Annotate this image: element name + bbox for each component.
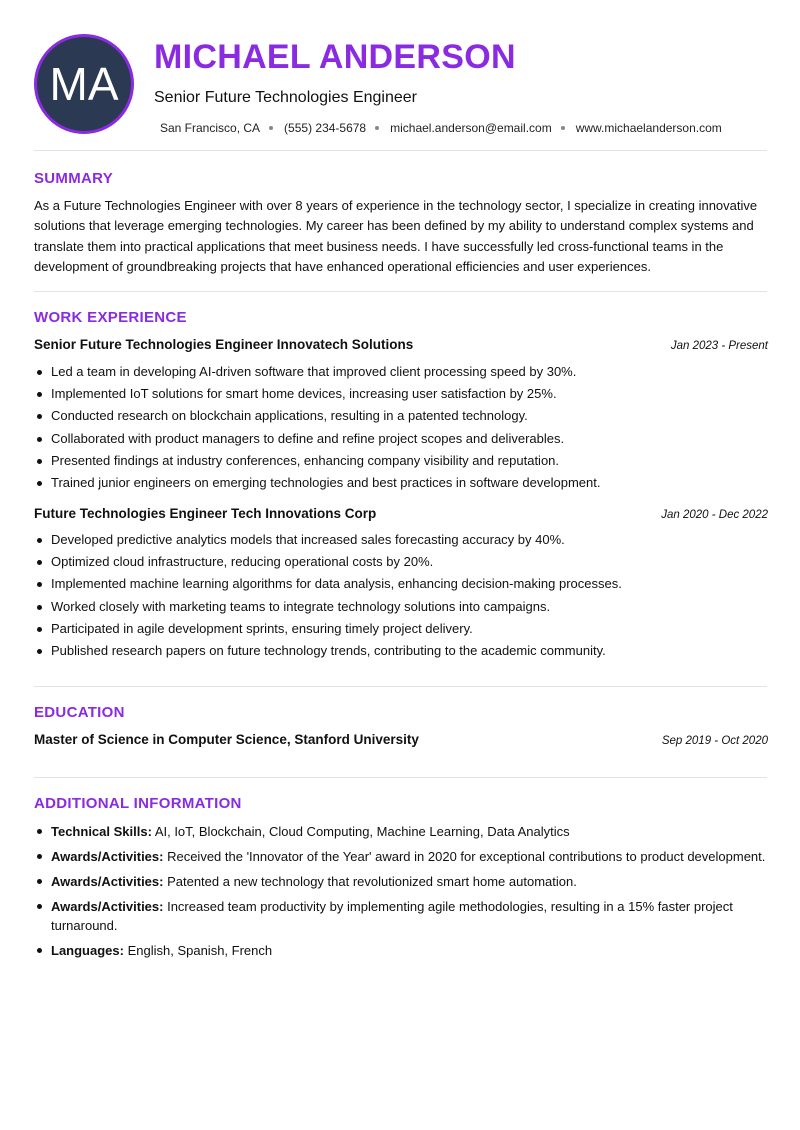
- list-item: [34, 941, 768, 960]
- candidate-name: MICHAEL ANDERSON: [154, 38, 516, 76]
- separator-dot-icon: [269, 126, 273, 130]
- list-item: Presented findings at industry conferences, enhancing company visibility and reputation.: [34, 450, 768, 472]
- job-dates: Jan 2023 - Present: [670, 340, 768, 352]
- experience-heading: WORK EXPERIENCE: [34, 309, 187, 326]
- info-text: English, Spanish, French: [123, 943, 273, 958]
- list-item: [34, 822, 768, 841]
- contact-bar: [160, 121, 722, 135]
- education-heading: EDUCATION: [34, 704, 125, 721]
- job-header: [34, 506, 768, 521]
- candidate-title: Senior Future Technologies Engineer: [154, 89, 417, 106]
- contact-location: San Francisco, CA: [160, 121, 261, 135]
- info-text: Increased team productivity by implementing agile methodologies, resulting in a 15% faster project turnaround.: [51, 899, 733, 933]
- info-label: Technical Skills:: [51, 824, 152, 839]
- list-item: Published research papers on future technology trends, contributing to the academic community.: [34, 640, 768, 662]
- list-item: Developed predictive analytics models that increased sales forecasting accuracy by 40%.: [34, 529, 768, 551]
- list-item: Trained junior engineers on emerging technologies and best practices in software development.: [34, 472, 768, 494]
- info-label: Awards/Activities:: [51, 874, 164, 889]
- info-text: AI, IoT, Blockchain, Cloud Computing, Machine Learning, Data Analytics: [151, 824, 570, 839]
- list-item: Collaborated with product managers to define and refine project scopes and deliverables.: [34, 428, 768, 450]
- education-degree: Master of Science in Computer Science, Stanford University: [34, 732, 419, 747]
- info-text: Received the 'Innovator of the Year' award in 2020 for exceptional contributions to product development.: [163, 849, 766, 864]
- list-item: Led a team in developing AI-driven software that improved client processing speed by 30%.: [34, 361, 768, 383]
- separator-dot-icon: [375, 126, 379, 130]
- additional-heading: ADDITIONAL INFORMATION: [34, 795, 242, 812]
- contact-website[interactable]: www.michaelanderson.com: [575, 121, 722, 135]
- summary-heading: SUMMARY: [34, 170, 114, 187]
- list-item: [34, 872, 768, 891]
- info-text: Patented a new technology that revolutionized smart home automation.: [163, 874, 577, 889]
- education-entry: [34, 732, 768, 747]
- list-item: [34, 847, 768, 866]
- education-dates: Sep 2019 - Oct 2020: [661, 735, 768, 747]
- section-divider: [34, 150, 767, 151]
- avatar: [34, 34, 134, 134]
- list-item: Participated in agile development sprints, ensuring timely project delivery.: [34, 618, 768, 640]
- info-label: Awards/Activities:: [51, 849, 164, 864]
- job-role: Future Technologies Engineer Tech Innovations Corp: [34, 506, 377, 521]
- info-label: Languages:: [51, 943, 124, 958]
- job-bullets: [34, 529, 768, 662]
- additional-list: [34, 822, 768, 966]
- list-item: Implemented machine learning algorithms for data analysis, enhancing decision-making processes.: [34, 573, 768, 595]
- list-item: Implemented IoT solutions for smart home devices, increasing user satisfaction by 25%.: [34, 383, 768, 405]
- section-divider: [34, 777, 767, 778]
- avatar-initials: MA: [49, 58, 119, 110]
- job-header: [34, 337, 768, 352]
- contact-email[interactable]: michael.anderson@email.com: [390, 121, 552, 135]
- job-role: Senior Future Technologies Engineer Innovatech Solutions: [34, 337, 414, 352]
- list-item: Worked closely with marketing teams to integrate technology solutions into campaigns.: [34, 596, 768, 618]
- summary-text: As a Future Technologies Engineer with over 8 years of experience in the technology sector, I specialize in creating innovative solutions that leverage emerging technologies. My career has been defined by my ability to understand complex systems and translate them into practical applications that meet business needs. I have successfully led cross-functional teams in the development of groundbreaking projects that have enhanced operational efficiencies and user experiences.: [34, 198, 758, 274]
- job-dates: Jan 2020 - Dec 2022: [661, 509, 768, 521]
- list-item: Conducted research on blockchain applications, resulting in a patented technology.: [34, 405, 768, 427]
- info-label: Awards/Activities:: [51, 899, 164, 914]
- section-divider: [34, 686, 767, 687]
- separator-dot-icon: [561, 126, 565, 130]
- list-item: [34, 897, 768, 935]
- section-divider: [34, 291, 767, 292]
- list-item: Optimized cloud infrastructure, reducing operational costs by 20%.: [34, 551, 768, 573]
- job-bullets: [34, 361, 768, 494]
- contact-phone: (555) 234-5678: [284, 121, 367, 135]
